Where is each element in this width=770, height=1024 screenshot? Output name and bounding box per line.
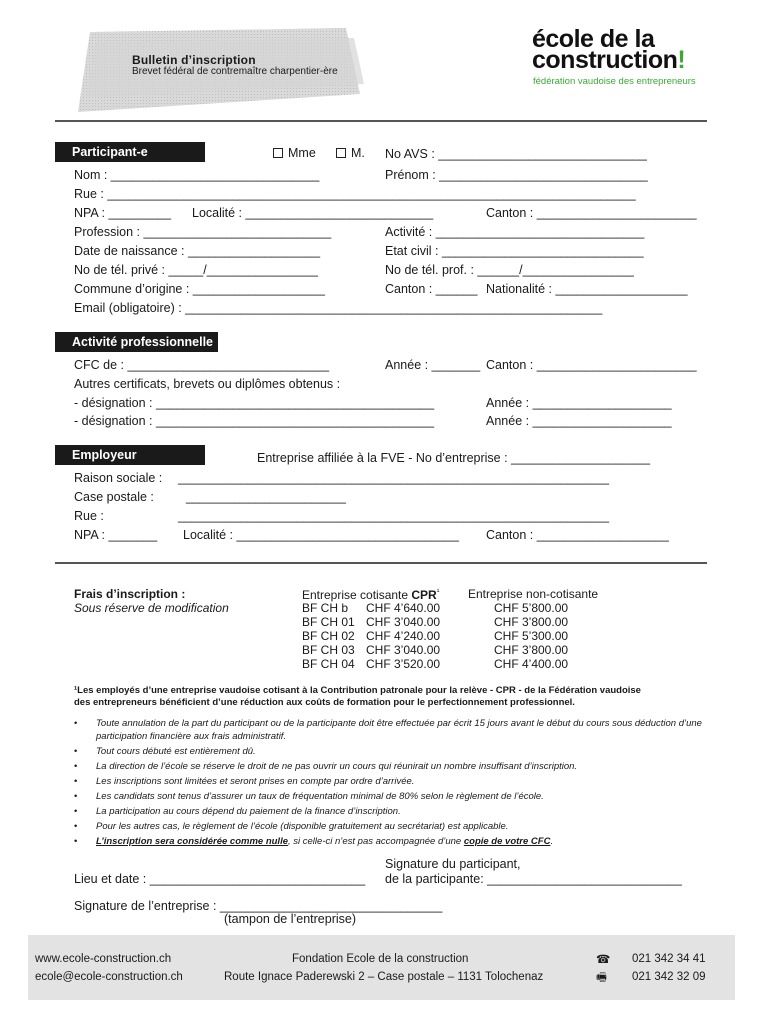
naissance-field[interactable]: Date de naissance : ___________________ xyxy=(74,244,321,258)
logo-line-1: école de la xyxy=(532,25,655,53)
nationalite-field[interactable]: Nationalité : ___________________ xyxy=(486,282,688,296)
m-option[interactable] xyxy=(336,146,365,160)
avs-field[interactable]: No AVS : ______________________________ xyxy=(385,147,647,161)
employeur-localite-field[interactable]: Localité : ________________________________ xyxy=(183,528,459,542)
list-item: • Tout cours débuté est entièrement dû. xyxy=(74,745,714,758)
profession-field[interactable]: Profession : ___________________________ xyxy=(74,225,332,239)
divider xyxy=(55,562,707,564)
mme-checkbox[interactable] xyxy=(273,148,283,158)
col-cotisante-head xyxy=(302,587,439,602)
activite-field[interactable]: Activité : ______________________________ xyxy=(385,225,645,239)
footer-org: Fondation Ecole de la construction xyxy=(292,953,469,965)
canton-origine-field[interactable]: Canton : ______ xyxy=(385,282,478,296)
etat-civil-field[interactable]: Etat civil : _____________________________ xyxy=(385,244,644,258)
logo-line-2 xyxy=(532,46,685,75)
employeur-rue-label: Rue : xyxy=(74,509,104,523)
nulle-mid: , si celle-ci n’est pas accompagnée d’une xyxy=(288,836,464,847)
email-field[interactable]: Email (obligatoire) : ____________________________________________________________ xyxy=(74,301,603,315)
col-cotisante-text: Entreprise cotisante xyxy=(302,588,412,602)
fee-cell-non: CHF 4’400.00 xyxy=(494,657,569,671)
case-field[interactable]: _______________________ xyxy=(186,490,346,504)
annee-2-field[interactable]: Année : ____________________ xyxy=(486,414,672,428)
logo-exclamation: ! xyxy=(677,46,686,74)
fee-cell-code: BF CH 04 xyxy=(302,657,355,671)
employeur-npa-field[interactable]: NPA : _______ xyxy=(74,528,158,542)
cfc-annee-field[interactable]: Année : _______ xyxy=(385,358,481,372)
logo-word: construction xyxy=(532,46,678,74)
form-title: Bulletin d’inscription xyxy=(132,53,256,67)
section-participant: Participant-e xyxy=(55,142,205,162)
designation-2-field[interactable]: - désignation : ________________________________________ xyxy=(74,414,435,428)
tampon-label: (tampon de l’entreprise) xyxy=(224,912,357,926)
section-employeur: Employeur xyxy=(55,445,205,465)
raison-field[interactable]: ______________________________________________________________ xyxy=(178,471,610,485)
nom-field[interactable]: Nom : ______________________________ xyxy=(74,168,320,182)
mme-option[interactable] xyxy=(273,146,316,160)
list-item: • Toute annulation de la part du participant ou de la participante doit être effectuée par écrit 15 jours avant le début du cours sous déduction d’une participation financière aux frais administratif. xyxy=(74,717,714,743)
fee-cell-code: BF CH 03 xyxy=(302,643,355,657)
footer-web-link[interactable]: www.ecole-construction.ch xyxy=(35,953,172,965)
signature-entreprise-field[interactable]: Signature de l’entreprise : ________________________________ xyxy=(74,899,443,913)
fee-cell-non: CHF 5’300.00 xyxy=(494,629,569,643)
list-item xyxy=(74,835,714,848)
cfc-field[interactable]: CFC de : _____________________________ xyxy=(74,358,330,372)
fee-cell-code: BF CH 01 xyxy=(302,615,355,629)
fee-cell-cot: CHF 3’520.00 xyxy=(366,657,441,671)
divider xyxy=(55,120,707,122)
annee-1-field[interactable]: Année : ____________________ xyxy=(486,396,672,410)
signature-participant-field[interactable]: de la participante: ____________________________ xyxy=(385,872,682,886)
cpr-label: CPR xyxy=(411,588,437,602)
col-non-cotisante-head: Entreprise non-cotisante xyxy=(468,587,599,601)
fee-cell-non: CHF 3’800.00 xyxy=(494,615,569,629)
list-item: • La participation au cours dépend du paiement de la finance d’inscription. xyxy=(74,805,714,818)
fee-cell-cot: CHF 3’040.00 xyxy=(366,615,441,629)
fax-icon: 🖷 xyxy=(596,972,607,984)
fee-cell-cot: CHF 4’240.00 xyxy=(366,629,441,643)
nulle-text: L’inscription sera considérée comme nulle xyxy=(96,836,288,847)
footer-phone: 021 342 34 41 xyxy=(632,953,706,965)
rue-field[interactable]: Rue : ____________________________________________________________________________ xyxy=(74,187,636,201)
affiliee-field[interactable]: Entreprise affiliée à la FVE - No d’entreprise : ____________________ xyxy=(257,451,651,465)
fee-cell-non: CHF 3’800.00 xyxy=(494,643,569,657)
signature-participant-label: Signature du participant, xyxy=(385,857,521,871)
mme-label: Mme xyxy=(288,146,316,160)
cfc-copy-text: copie de votre CFC xyxy=(463,836,551,847)
fee-cell-cot: CHF 3’040.00 xyxy=(366,643,441,657)
lieu-date-field[interactable]: Lieu et date : _______________________________ xyxy=(74,872,366,886)
employeur-rue-field[interactable]: ______________________________________________________________ xyxy=(178,509,610,523)
nulle-end: . xyxy=(550,836,554,847)
npa-field[interactable]: NPA : _________ xyxy=(74,206,172,220)
fee-cell-cot: CHF 4’640.00 xyxy=(366,601,441,615)
employeur-canton-field[interactable]: Canton : ___________________ xyxy=(486,528,669,542)
form-subtitle: Brevet fédéral de contremaître charpentier-ère xyxy=(132,66,338,77)
list-item: • Les candidats sont tenus d’assurer un taux de fréquentation minimal de 80% selon le règlement de l’école. xyxy=(74,790,714,803)
phone-icon: ☎ xyxy=(596,954,611,966)
logo-tagline: fédération vaudoise des entrepreneurs xyxy=(533,76,696,87)
fee-cell-code: BF CH 02 xyxy=(302,629,355,643)
tel-prof-field[interactable]: No de tél. prof. : ______/________________ xyxy=(385,263,634,277)
frais-heading: Frais d’inscription : xyxy=(74,587,186,601)
section-activite: Activité professionnelle xyxy=(55,332,218,352)
cfc-canton-field[interactable]: Canton : _______________________ xyxy=(486,358,697,372)
frais-reserve: Sous réserve de modification xyxy=(74,601,229,615)
footer-fax: 021 342 32 09 xyxy=(632,971,706,983)
note-line-1: ¹Les employés d’une entreprise vaudoise cotisant à la Contribution patronale pour la relève - CPR - de la Fédération vaudoise xyxy=(74,685,641,696)
localite-field[interactable]: Localité : ___________________________ xyxy=(192,206,434,220)
list-item: • Les inscriptions sont limitées et seront prises en compte par ordre d’arrivée. xyxy=(74,775,714,788)
conditions-list xyxy=(74,717,714,850)
m-label: M. xyxy=(351,146,365,160)
fee-cell-non: CHF 5’800.00 xyxy=(494,601,569,615)
footer-address: Route Ignace Paderewski 2 – Case postale – 1131 Tolochenaz xyxy=(224,971,544,983)
cpr-footnote-mark: ¹ xyxy=(436,587,440,596)
case-label: Case postale : xyxy=(74,490,154,504)
tel-prive-field[interactable]: No de tél. privé : _____/________________ xyxy=(74,263,318,277)
raison-label: Raison sociale : xyxy=(74,471,163,485)
commune-field[interactable]: Commune d’origine : ___________________ xyxy=(74,282,325,296)
m-checkbox[interactable] xyxy=(336,148,346,158)
canton-field[interactable]: Canton : _______________________ xyxy=(486,206,697,220)
list-item: • Pour les autres cas, le règlement de l’école (disponible gratuitement au secrétariat) est applicable. xyxy=(74,820,714,833)
list-item: • La direction de l’école se réserve le droit de ne pas ouvrir un cours qui réunirait un nombre insuffisant d’inscription. xyxy=(74,760,714,773)
note-line-2: des entrepreneurs bénéficient d’une réduction aux coûts de formation pour le perfectionnement professionnel. xyxy=(74,697,575,708)
footer xyxy=(28,935,735,1000)
footer-email-link[interactable]: ecole@ecole-construction.ch xyxy=(35,971,183,983)
designation-1-field[interactable]: - désignation : ________________________________________ xyxy=(74,396,435,410)
autres-label: Autres certificats, brevets ou diplômes obtenus : xyxy=(74,377,341,391)
prenom-field[interactable]: Prénom : ______________________________ xyxy=(385,168,648,182)
fee-cell-code: BF CH b xyxy=(302,601,349,615)
